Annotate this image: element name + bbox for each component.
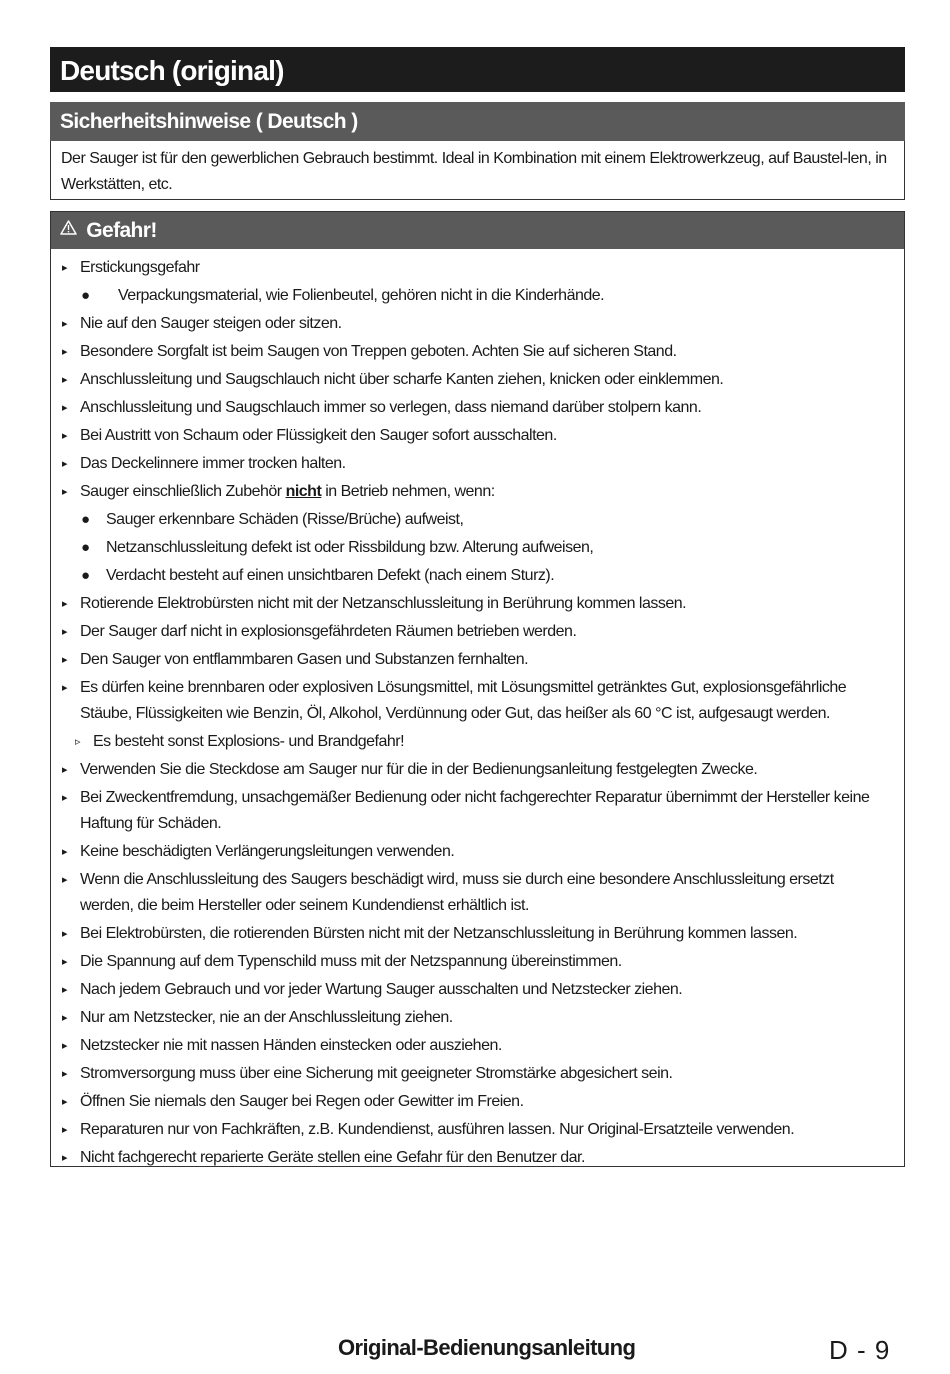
arrow-bullet-icon: ▸ — [62, 654, 68, 666]
item-text: Verwenden Sie die Steckdose am Sauger nur für die in der Bedienungsanleitung festgelegten Zwecke. — [80, 761, 758, 778]
item-text: Keine beschädigten Verlängerungsleitungen verwenden. — [80, 843, 455, 860]
section-title: Sicherheitshinweise ( Deutsch ) — [50, 102, 905, 141]
intro-text: Der Sauger ist für den gewerblichen Gebrauch bestimmt. Ideal in Kombination mit einem Elektrowerkzeug, auf Baustel-len, in Werkstätten, etc. — [61, 150, 887, 193]
bullet-dot-icon: ● — [81, 287, 90, 304]
item-text: Rotierende Elektrobürsten nicht mit der Netzanschlussleitung in Berührung kommen lassen. — [80, 595, 687, 612]
item-text: Der Sauger darf nicht in explosionsgefährdeten Räumen betrieben werden. — [80, 623, 577, 640]
arrow-bullet-icon: ▸ — [62, 458, 68, 470]
item-text: in Betrieb nehmen, wenn: — [321, 483, 495, 500]
list-item — [51, 1117, 904, 1143]
list-item — [51, 563, 904, 589]
item-text: Sauger erkennbare Schäden (Risse/Brüche) aufweist, — [106, 511, 464, 528]
arrow-bullet-icon: ▸ — [62, 598, 68, 610]
list-item — [51, 283, 904, 309]
arrow-bullet-icon: ▸ — [62, 682, 68, 694]
arrow-bullet-icon: ▸ — [62, 764, 68, 776]
arrow-bullet-icon: ▸ — [62, 956, 68, 968]
arrow-bullet-icon: ▸ — [62, 792, 68, 804]
arrow-bullet-icon: ▸ — [62, 984, 68, 996]
item-text: Nur am Netzstecker, nie an der Anschlussleitung ziehen. — [80, 1009, 453, 1026]
list-item — [51, 867, 904, 919]
item-text: Wenn die Anschlussleitung des Saugers beschädigt wird, muss sie durch eine besondere Anschlussleitung ersetzt werden, die beim Hersteller oder seinem Kundendienst erhältlich ist. — [80, 871, 834, 914]
list-item — [51, 367, 904, 393]
arrow-bullet-icon: ▸ — [62, 1096, 68, 1108]
list-item — [51, 255, 904, 281]
list-item — [51, 675, 904, 727]
item-text: Bei Zweckentfremdung, unsachgemäßer Bedienung oder nicht fachgerechter Reparatur übernimmt der Hersteller keine Haftung für Schäden. — [80, 789, 870, 832]
arrow-bullet-icon: ▸ — [62, 318, 68, 330]
item-text: Den Sauger von entflammbaren Gasen und Substanzen fernhalten. — [80, 651, 529, 668]
arrow-bullet-icon: ▸ — [62, 626, 68, 638]
list-item — [51, 1061, 904, 1087]
item-text: Anschlussleitung und Saugschlauch nicht über scharfe Kanten ziehen, knicken oder einklemmen. — [80, 371, 724, 388]
arrow-bullet-icon: ▸ — [62, 1124, 68, 1136]
danger-list — [51, 249, 904, 1171]
hollow-arrow-icon: ▹ — [75, 736, 81, 748]
page-number: D - 9 — [829, 1335, 891, 1365]
item-text: Besondere Sorgfalt ist beim Saugen von Treppen geboten. Achten Sie auf sicheren Stand. — [80, 343, 677, 360]
bullet-dot-icon: ● — [81, 511, 90, 528]
footer-title: Original-Bedienungsanleitung — [338, 1335, 636, 1360]
item-text: Bei Elektrobürsten, die rotierenden Bürsten nicht mit der Netzanschlussleitung in Berührung kommen lassen. — [80, 925, 798, 942]
list-item — [51, 1145, 904, 1171]
arrow-bullet-icon: ▸ — [62, 486, 68, 498]
item-emphasis: nicht — [285, 483, 322, 500]
list-item — [51, 647, 904, 673]
list-item — [51, 619, 904, 645]
arrow-bullet-icon: ▸ — [62, 1012, 68, 1024]
item-text: Erstickungsgefahr — [80, 259, 200, 276]
arrow-bullet-icon: ▸ — [62, 874, 68, 886]
list-item — [51, 479, 904, 505]
list-item — [51, 1005, 904, 1031]
item-text: Stromversorgung muss über eine Sicherung mit geeigneter Stromstärke abgesichert sein. — [80, 1065, 673, 1082]
list-item — [51, 839, 904, 865]
item-text: Netzstecker nie mit nassen Händen einstecken oder ausziehen. — [80, 1037, 502, 1054]
item-text: Verpackungsmaterial, wie Folienbeutel, gehören nicht in die Kinderhände. — [118, 287, 605, 304]
list-item — [51, 507, 904, 533]
list-item — [51, 591, 904, 617]
list-item — [51, 535, 904, 561]
list-item — [51, 949, 904, 975]
list-item — [51, 977, 904, 1003]
item-text: Es dürfen keine brennbaren oder explosiven Lösungsmittel, mit Lösungsmittel getränktes Gut, explosionsgefährliche Stäube, Flüssigkeiten wie Benzin, Öl, Alkohol, Verdünnung oder Gut, das heißer als 60 °C ist, aufgesaugt werden. — [80, 679, 847, 722]
list-item — [51, 785, 904, 837]
list-item — [51, 757, 904, 783]
item-text: Nie auf den Sauger steigen oder sitzen. — [80, 315, 342, 332]
item-text: Die Spannung auf dem Typenschild muss mit der Netzspannung übereinstimmen. — [80, 953, 622, 970]
arrow-bullet-icon: ▸ — [62, 1068, 68, 1080]
arrow-bullet-icon: ▸ — [62, 1040, 68, 1052]
list-item — [51, 339, 904, 365]
list-item — [51, 395, 904, 421]
item-text: Nach jedem Gebrauch und vor jeder Wartung Sauger ausschalten und Netzstecker ziehen. — [80, 981, 683, 998]
item-text: Bei Austritt von Schaum oder Flüssigkeit den Sauger sofort ausschalten. — [80, 427, 557, 444]
item-text: Es besteht sonst Explosions- und Brandgefahr! — [93, 733, 405, 750]
item-text: Das Deckelinnere immer trocken halten. — [80, 455, 346, 472]
item-text: Öffnen Sie niemals den Sauger bei Regen oder Gewitter im Freien. — [80, 1093, 524, 1110]
item-text: Nicht fachgerecht reparierte Geräte stellen eine Gefahr für den Benutzer dar. — [80, 1149, 585, 1166]
list-item — [51, 1089, 904, 1115]
bullet-dot-icon: ● — [81, 567, 90, 584]
item-text: Sauger einschließlich Zubehör — [80, 483, 286, 500]
arrow-bullet-icon: ▸ — [62, 846, 68, 858]
danger-title: Gefahr! — [86, 219, 157, 242]
item-text: Reparaturen nur von Fachkräften, z.B. Kundendienst, ausführen lassen. Nur Original-Ersatzteile verwenden. — [80, 1121, 795, 1138]
arrow-bullet-icon: ▸ — [62, 430, 68, 442]
arrow-bullet-icon: ▸ — [62, 346, 68, 358]
list-item — [51, 1033, 904, 1059]
list-item — [51, 729, 904, 755]
warning-triangle-icon — [60, 210, 77, 248]
item-text: Anschlussleitung und Saugschlauch immer so verlegen, dass niemand darüber stolpern kann. — [80, 399, 702, 416]
language-title: Deutsch (original) — [50, 47, 905, 92]
arrow-bullet-icon: ▸ — [62, 1152, 68, 1164]
list-item — [51, 423, 904, 449]
danger-panel — [50, 211, 905, 1167]
arrow-bullet-icon: ▸ — [62, 374, 68, 386]
intro-text-box — [50, 141, 905, 200]
item-text: Verdacht besteht auf einen unsichtbaren Defekt (nach einem Sturz). — [106, 567, 555, 584]
item-text: Netzanschlussleitung defekt ist oder Rissbildung bzw. Alterung aufweisen, — [106, 539, 594, 556]
bullet-dot-icon: ● — [81, 539, 90, 556]
list-item — [51, 921, 904, 947]
list-item — [51, 311, 904, 337]
list-item — [51, 451, 904, 477]
danger-header — [51, 212, 904, 249]
arrow-bullet-icon: ▸ — [62, 928, 68, 940]
arrow-bullet-icon: ▸ — [62, 262, 68, 274]
arrow-bullet-icon: ▸ — [62, 402, 68, 414]
